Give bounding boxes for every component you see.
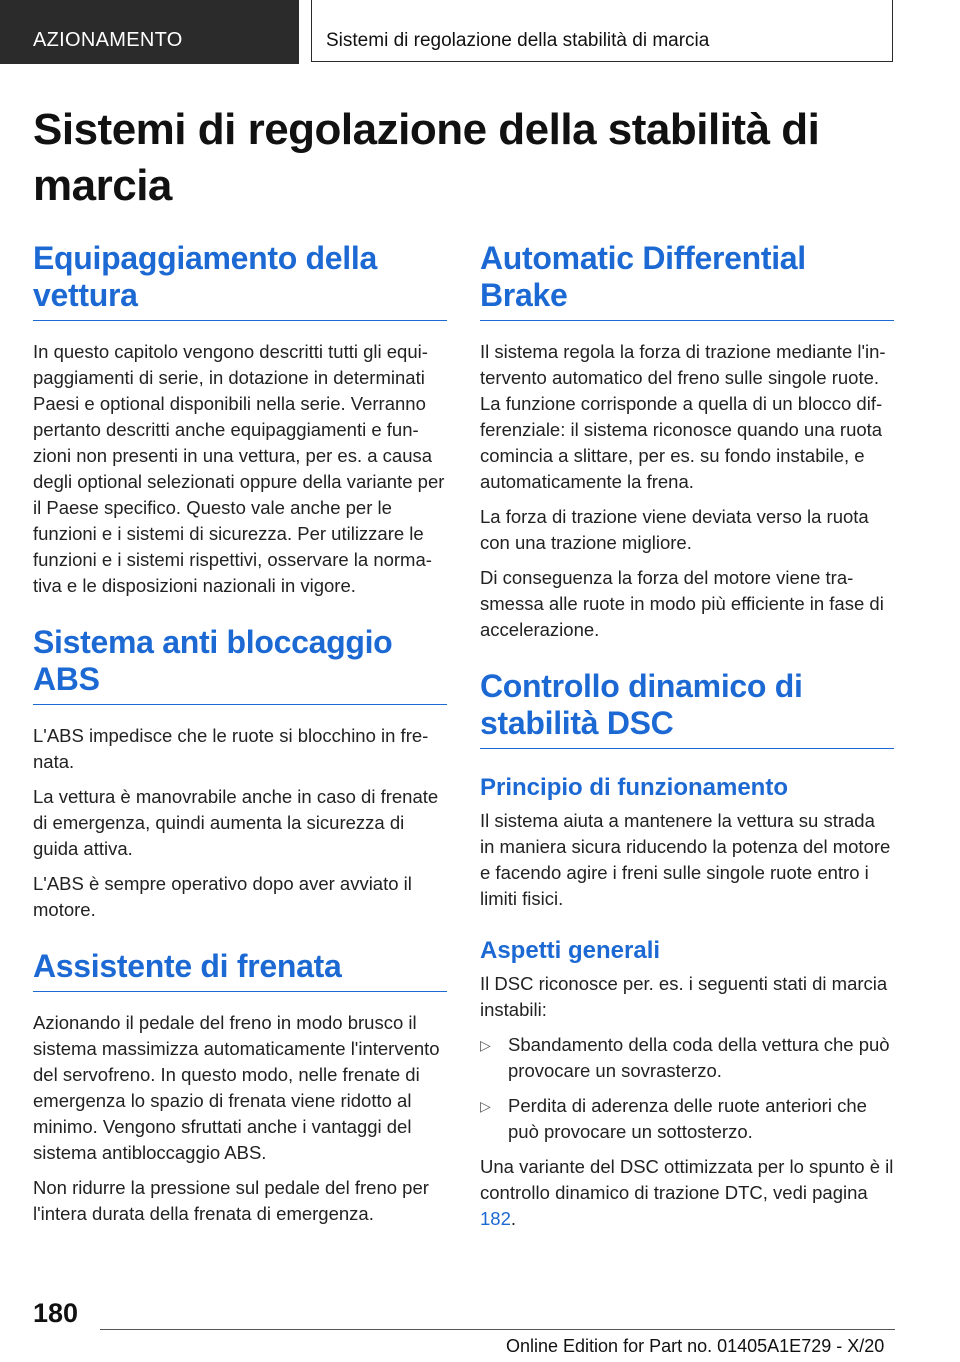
triangle-bullet-icon: ▷	[480, 1037, 491, 1053]
subsection-title-principio: Principio di funzionamento	[480, 774, 788, 801]
paragraph: Il sistema aiuta a mantenere la vettura su strada in maniera sicura riducendo la potenza del motore e facendo agire i freni sulle singole ruote entro i limiti fisici.	[480, 810, 891, 909]
list-item: ▷ Perdita di aderenza delle ruote anteriori che può provocare un sottosterzo.	[480, 1095, 867, 1142]
left-column	[33, 240, 447, 1227]
triangle-bullet-icon: ▷	[480, 1098, 491, 1114]
right-column	[480, 240, 894, 1232]
page-number: 180	[33, 1298, 79, 1328]
paragraph: Il DSC riconosce per. es. i seguenti stati di marcia instabili:	[480, 973, 888, 1020]
footer-divider	[100, 1329, 895, 1330]
header-section-tab	[0, 0, 299, 64]
header-section-label: AZIONAMENTO	[33, 29, 183, 51]
paragraph: Di conseguenza la forza del motore viene trasmessa alle ruote in modo più efficiente in fase di accelerazione.	[480, 567, 884, 640]
paragraph: La vettura è manovrabile anche in caso di frenate di emergenza, quindi aumenta la sicurezza di guida attiva.	[33, 786, 439, 859]
section-title-adb: Automatic Differential Brake	[480, 240, 894, 321]
section-title-equipaggiamento: Equipaggiamento della vettura	[33, 240, 447, 321]
header-chapter-label: Sistemi di regolazione della stabilità di marcia	[326, 30, 710, 51]
paragraph: L'ABS è sempre operativo dopo aver avviato il motore.	[33, 873, 412, 920]
bullet-list	[480, 1032, 894, 1145]
subsection-title-aspetti: Aspetti generali	[480, 937, 661, 964]
paragraph: Una variante del DSC ottimizzata per lo spunto è il controllo dinamico di trazione DTC, vedi pagina 182.	[480, 1156, 894, 1229]
paragraph: L'ABS impedisce che le ruote si blocchino in frenata.	[33, 725, 429, 772]
header-chapter-box	[311, 0, 893, 62]
section-title-abs: Sistema anti bloccaggio ABS	[33, 624, 447, 705]
paragraph: Non ridurre la pressione sul pedale del freno per l'intera durata della frenata di emergenza.	[33, 1177, 429, 1224]
paragraph: Il sistema regola la forza di trazione mediante l'intervento automatico del freno sulle singole ruote. La funzione corrisponde a quella di un blocco differenziale: il sistema riconosce quando una ruota comincia a slittare, per es. su fondo instabile, e automaticamente la frena.	[480, 341, 886, 492]
page-reference-link[interactable]: 182	[480, 1208, 511, 1229]
paragraph: Azionando il pedale del freno in modo brusco il sistema massimizza automaticamente l'intervento del servofreno. In questo modo, nelle frenate di emergenza lo spazio di frenata viene ridotto al minimo. Vengono sfruttati anche i vantaggi del sistema antibloccaggio ABS.	[33, 1012, 440, 1163]
list-item: ▷ Sbandamento della coda della vettura che può provocare un sovrasterzo.	[480, 1034, 890, 1081]
footer-edition: Online Edition for Part no. 01405A1E729 - X/20	[506, 1336, 885, 1356]
paragraph: In questo capitolo vengono descritti tutti gli equipaggiamenti di serie, in dotazione in determinati Paesi e optional disponibili nella serie. Verranno pertanto descritti anche equipaggiamenti e funzioni non presenti in una vettura, per es. a causa degli optional selezionati oppure della variante per il Paese specifico. Questo vale anche per le funzioni e i sistemi di sicurezza. Per utilizzare le funzioni e i sistemi rispettivi, osservare la normativa e le disposizioni nazionali in vigore.	[33, 341, 445, 596]
section-title-assistente-frenata: Assistente di frenata	[33, 948, 447, 992]
paragraph: La forza di trazione viene deviata verso la ruota con una trazione migliore.	[480, 506, 869, 553]
section-title-dsc: Controllo dinamico di stabilità DSC	[480, 668, 894, 749]
page-title: Sistemi di regolazione della stabilità di marcia	[33, 105, 820, 210]
